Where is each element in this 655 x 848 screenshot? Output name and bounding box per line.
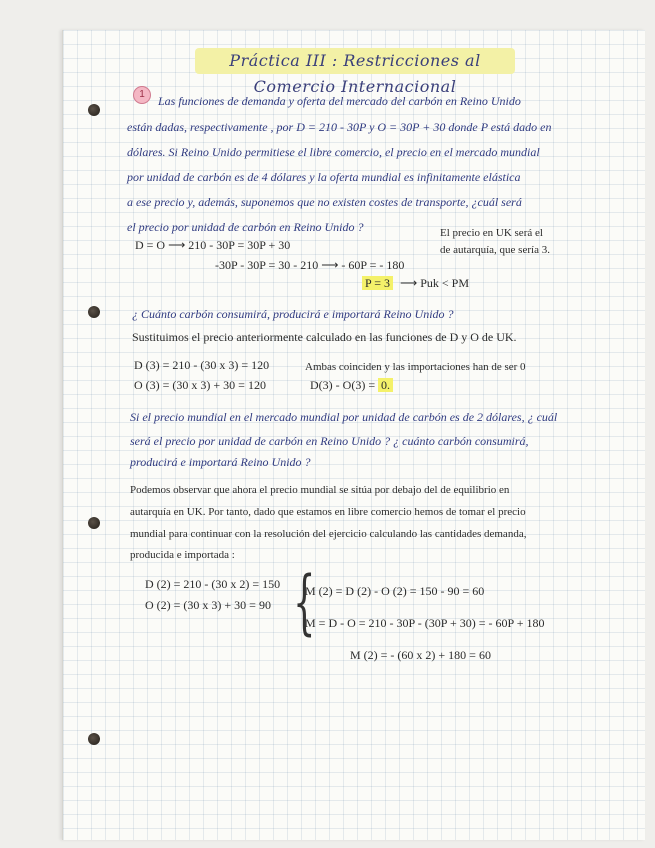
- problem-number: 1: [133, 86, 151, 104]
- answer-line: mundial para continuar con la resolución del ejercicio calculando las cantidades demanda,: [130, 528, 527, 540]
- question-line: será el precio por unidad de carbón en Reino Unido ? ¿ cuánto carbón consumirá,: [130, 434, 529, 448]
- result-highlight: P = 3: [362, 276, 393, 290]
- question-line: Sustituimos el precio anteriormente calculado en las funciones de D y O de UK.: [132, 330, 517, 344]
- answer-line: autarquía en UK. Por tanto, dado que estamos en libre comercio hemos de tomar el precio: [130, 506, 526, 518]
- binder-hole: [88, 733, 100, 745]
- side-note: El precio en UK será el: [440, 227, 543, 239]
- diff-line: D(3) - O(3) =: [310, 378, 376, 392]
- binder-hole: [88, 306, 100, 318]
- page-title: Práctica III : Restricciones al Comercio Internacional: [195, 48, 515, 74]
- intro-line: Las funciones de demanda y oferta del mercado del carbón en Reino Unido: [158, 94, 521, 108]
- intro-line: están dadas, respectivamente , por D = 210 - 30P y O = 30P + 30 donde P está dado en: [127, 120, 552, 134]
- calc-line: D (3) = 210 - (30 x 3) = 120: [134, 358, 270, 372]
- intro-line: el precio por unidad de carbón en Reino Unido ?: [127, 220, 364, 234]
- note-line: Ambas coinciden y las importaciones han de ser 0: [305, 361, 526, 373]
- intro-line: a ese precio y, además, suponemos que no existen costes de transporte, ¿cuál será: [127, 195, 522, 209]
- import-line: M = D - O = 210 - 30P - (30P + 30) = - 60P + 180: [305, 616, 545, 630]
- question-line: Si el precio mundial en el mercado mundial por unidad de carbón es de 2 dólares, ¿ cuál: [130, 410, 558, 424]
- diff-result: 0.: [378, 378, 393, 392]
- answer-line: producida e importada :: [130, 549, 235, 561]
- question-line: ¿ Cuánto carbón consumirá, producirá e importará Reino Unido ?: [132, 307, 454, 321]
- calc-line: O (3) = (30 x 3) + 30 = 120: [134, 378, 266, 392]
- equation-line: D = O ⟶ 210 - 30P = 30P + 30: [135, 238, 291, 252]
- question-line: producirá e importará Reino Unido ?: [130, 455, 311, 469]
- result-note: ⟶ Puk < PM: [400, 276, 469, 290]
- side-note: de autarquía, que sería 3.: [440, 244, 550, 256]
- calc-line: O (2) = (30 x 3) + 30 = 90: [145, 598, 271, 612]
- intro-line: por unidad de carbón es de 4 dólares y la oferta mundial es infinitamente elástica: [127, 170, 521, 184]
- answer-line: Podemos observar que ahora el precio mundial se sitúa por debajo del de equilibrio en: [130, 484, 510, 496]
- import-line: M (2) = - (60 x 2) + 180 = 60: [350, 648, 491, 662]
- import-line: M (2) = D (2) - O (2) = 150 - 90 = 60: [305, 584, 485, 598]
- brace-icon: {: [293, 561, 316, 643]
- equation-line: -30P - 30P = 30 - 210 ⟶ - 60P = - 180: [215, 258, 405, 272]
- calc-line: D (2) = 210 - (30 x 2) = 150: [145, 577, 281, 591]
- binder-hole: [88, 517, 100, 529]
- intro-line: dólares. Si Reino Unido permitiese el libre comercio, el precio en el mercado mundial: [127, 145, 540, 159]
- binder-hole: [88, 104, 100, 116]
